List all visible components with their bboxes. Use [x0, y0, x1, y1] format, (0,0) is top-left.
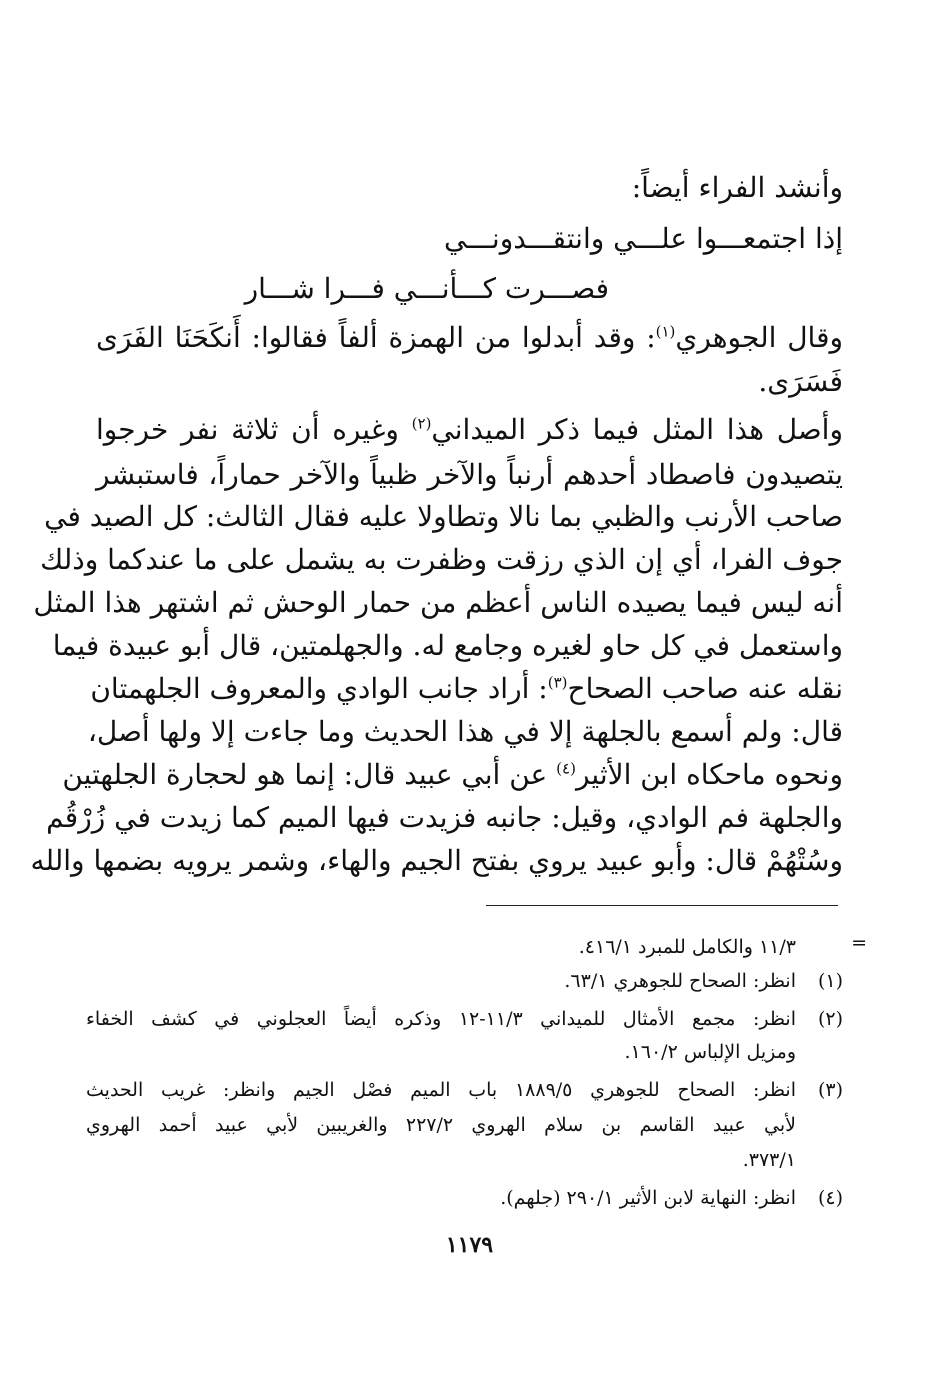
- body-line-6: [96, 410, 843, 450]
- text-segment: ونحوه ماحكاه ابن الأثير: [575, 758, 843, 791]
- footnote-2-text-line-2: ومزيل الإلباس ١٦٠/٢.: [624, 1041, 796, 1063]
- body-line-5: فَسَرَى.: [758, 365, 843, 398]
- text-segment: : وقد أبدلوا من الهمزة ألفاً فقالوا: أَنكَحَنَا الفَرَى: [96, 321, 656, 354]
- body-line-4: [96, 318, 843, 358]
- verse-line-1: إذا اجتمعـــوا علـــي وانتقـــدونـــي: [443, 222, 843, 255]
- body-line-10: أنه ليس فيما يصيده الناس أعظم من حمار الوحش ثم اشتهر هذا المثل: [33, 586, 843, 619]
- footnote-1-number: (١): [817, 970, 843, 992]
- footnote-2-number: (٢): [817, 1008, 843, 1030]
- footnote-2-text-line-1: انظر: مجمع الأمثال للميداني ١١/٣-١٢ وذكره أيضاً العجلوني في كشف الخفاء: [86, 1008, 796, 1030]
- text-segment: وأصل هذا المثل فيما ذكر الميداني: [431, 413, 843, 446]
- footnote-3-number: (٣): [817, 1079, 843, 1101]
- text-segment: وغيره أن ثلاثة نفر خرجوا: [96, 413, 412, 446]
- footnote-continuation: ١١/٣ والكامل للمبرد ٤١٦/١.: [578, 936, 796, 958]
- footnote-separator: [486, 905, 838, 906]
- text-segment: : أراد جانب الوادي والمعروف الجلهمتان: [90, 672, 548, 705]
- text-segment: عن أبي عبيد قال: إنما هو لحجارة الجلهتين: [62, 758, 557, 791]
- body-line-1: وأنشد الفراء أيضاً:: [631, 171, 843, 204]
- body-line-16: وسُتْهُمْ قال: وأبو عبيد يروي بفتح الجيم والهاء، وشمر يرويه بضمها والله: [30, 844, 843, 877]
- body-line-8: صاحب الأرنب والظبي بما نالا وتطاولا عليه فقال الثالث: كل الصيد في: [44, 500, 843, 533]
- footnote-3-text-line-3: ٣٧٣/١.: [742, 1149, 796, 1171]
- text-segment: وقال الجوهري: [675, 321, 843, 354]
- footnote-ref-4: (٤): [556, 759, 576, 778]
- footnote-ref-1: (١): [655, 322, 676, 341]
- body-line-12: [90, 669, 843, 709]
- body-line-13: قال: ولم أسمع بالجلهة إلا في هذا الحديث وما جاءت إلا ولها أصل،: [87, 715, 843, 748]
- footnote-3-text-line-1: انظر: الصحاح للجوهري ١٨٨٩/٥ باب الميم فصْل الجيم وانظر: غريب الحديث: [86, 1079, 796, 1101]
- footnote-3-text-line-2: لأبي عبيد القاسم بن سلام الهروي ٢٢٧/٢ والغريبين لأبي عبيد أحمد الهروي: [86, 1114, 796, 1136]
- body-line-9: جوف الفرا، أي إن الذي رزقت وظفرت به يشمل على ما عندكما وذلك: [40, 543, 843, 576]
- footnote-continuation-mark: =: [851, 932, 867, 954]
- footnote-ref-2: (٢): [411, 414, 432, 433]
- footnote-4-number: (٤): [817, 1187, 843, 1209]
- text-segment: نقله عنه صاحب الصحاح: [567, 672, 843, 705]
- verse-line-2: فصـــرت كـــأنـــي فـــرا شـــار: [244, 272, 609, 305]
- body-line-14: [62, 755, 843, 795]
- body-line-15: والجلهة فم الوادي، وقيل: جانبه فزيدت فيها الميم كما زيدت في زُرْقُم: [46, 801, 843, 834]
- page-number: ١١٧٩: [445, 1232, 494, 1258]
- footnote-4-text: انظر: النهاية لابن الأثير ٢٩٠/١ (جلهم).: [500, 1187, 796, 1209]
- footnote-1-text: انظر: الصحاح للجوهري ٦٣/١.: [564, 970, 796, 992]
- body-line-11: واستعمل في كل حاو لغيره وجامع له. والجهلمتين، قال أبو عبيدة فيما: [52, 629, 843, 662]
- body-line-7: يتصيدون فاصطاد أحدهم أرنباً والآخر ظبياً والآخر حماراً، فاستبشر: [96, 458, 843, 491]
- footnote-ref-3: (٣): [547, 673, 568, 692]
